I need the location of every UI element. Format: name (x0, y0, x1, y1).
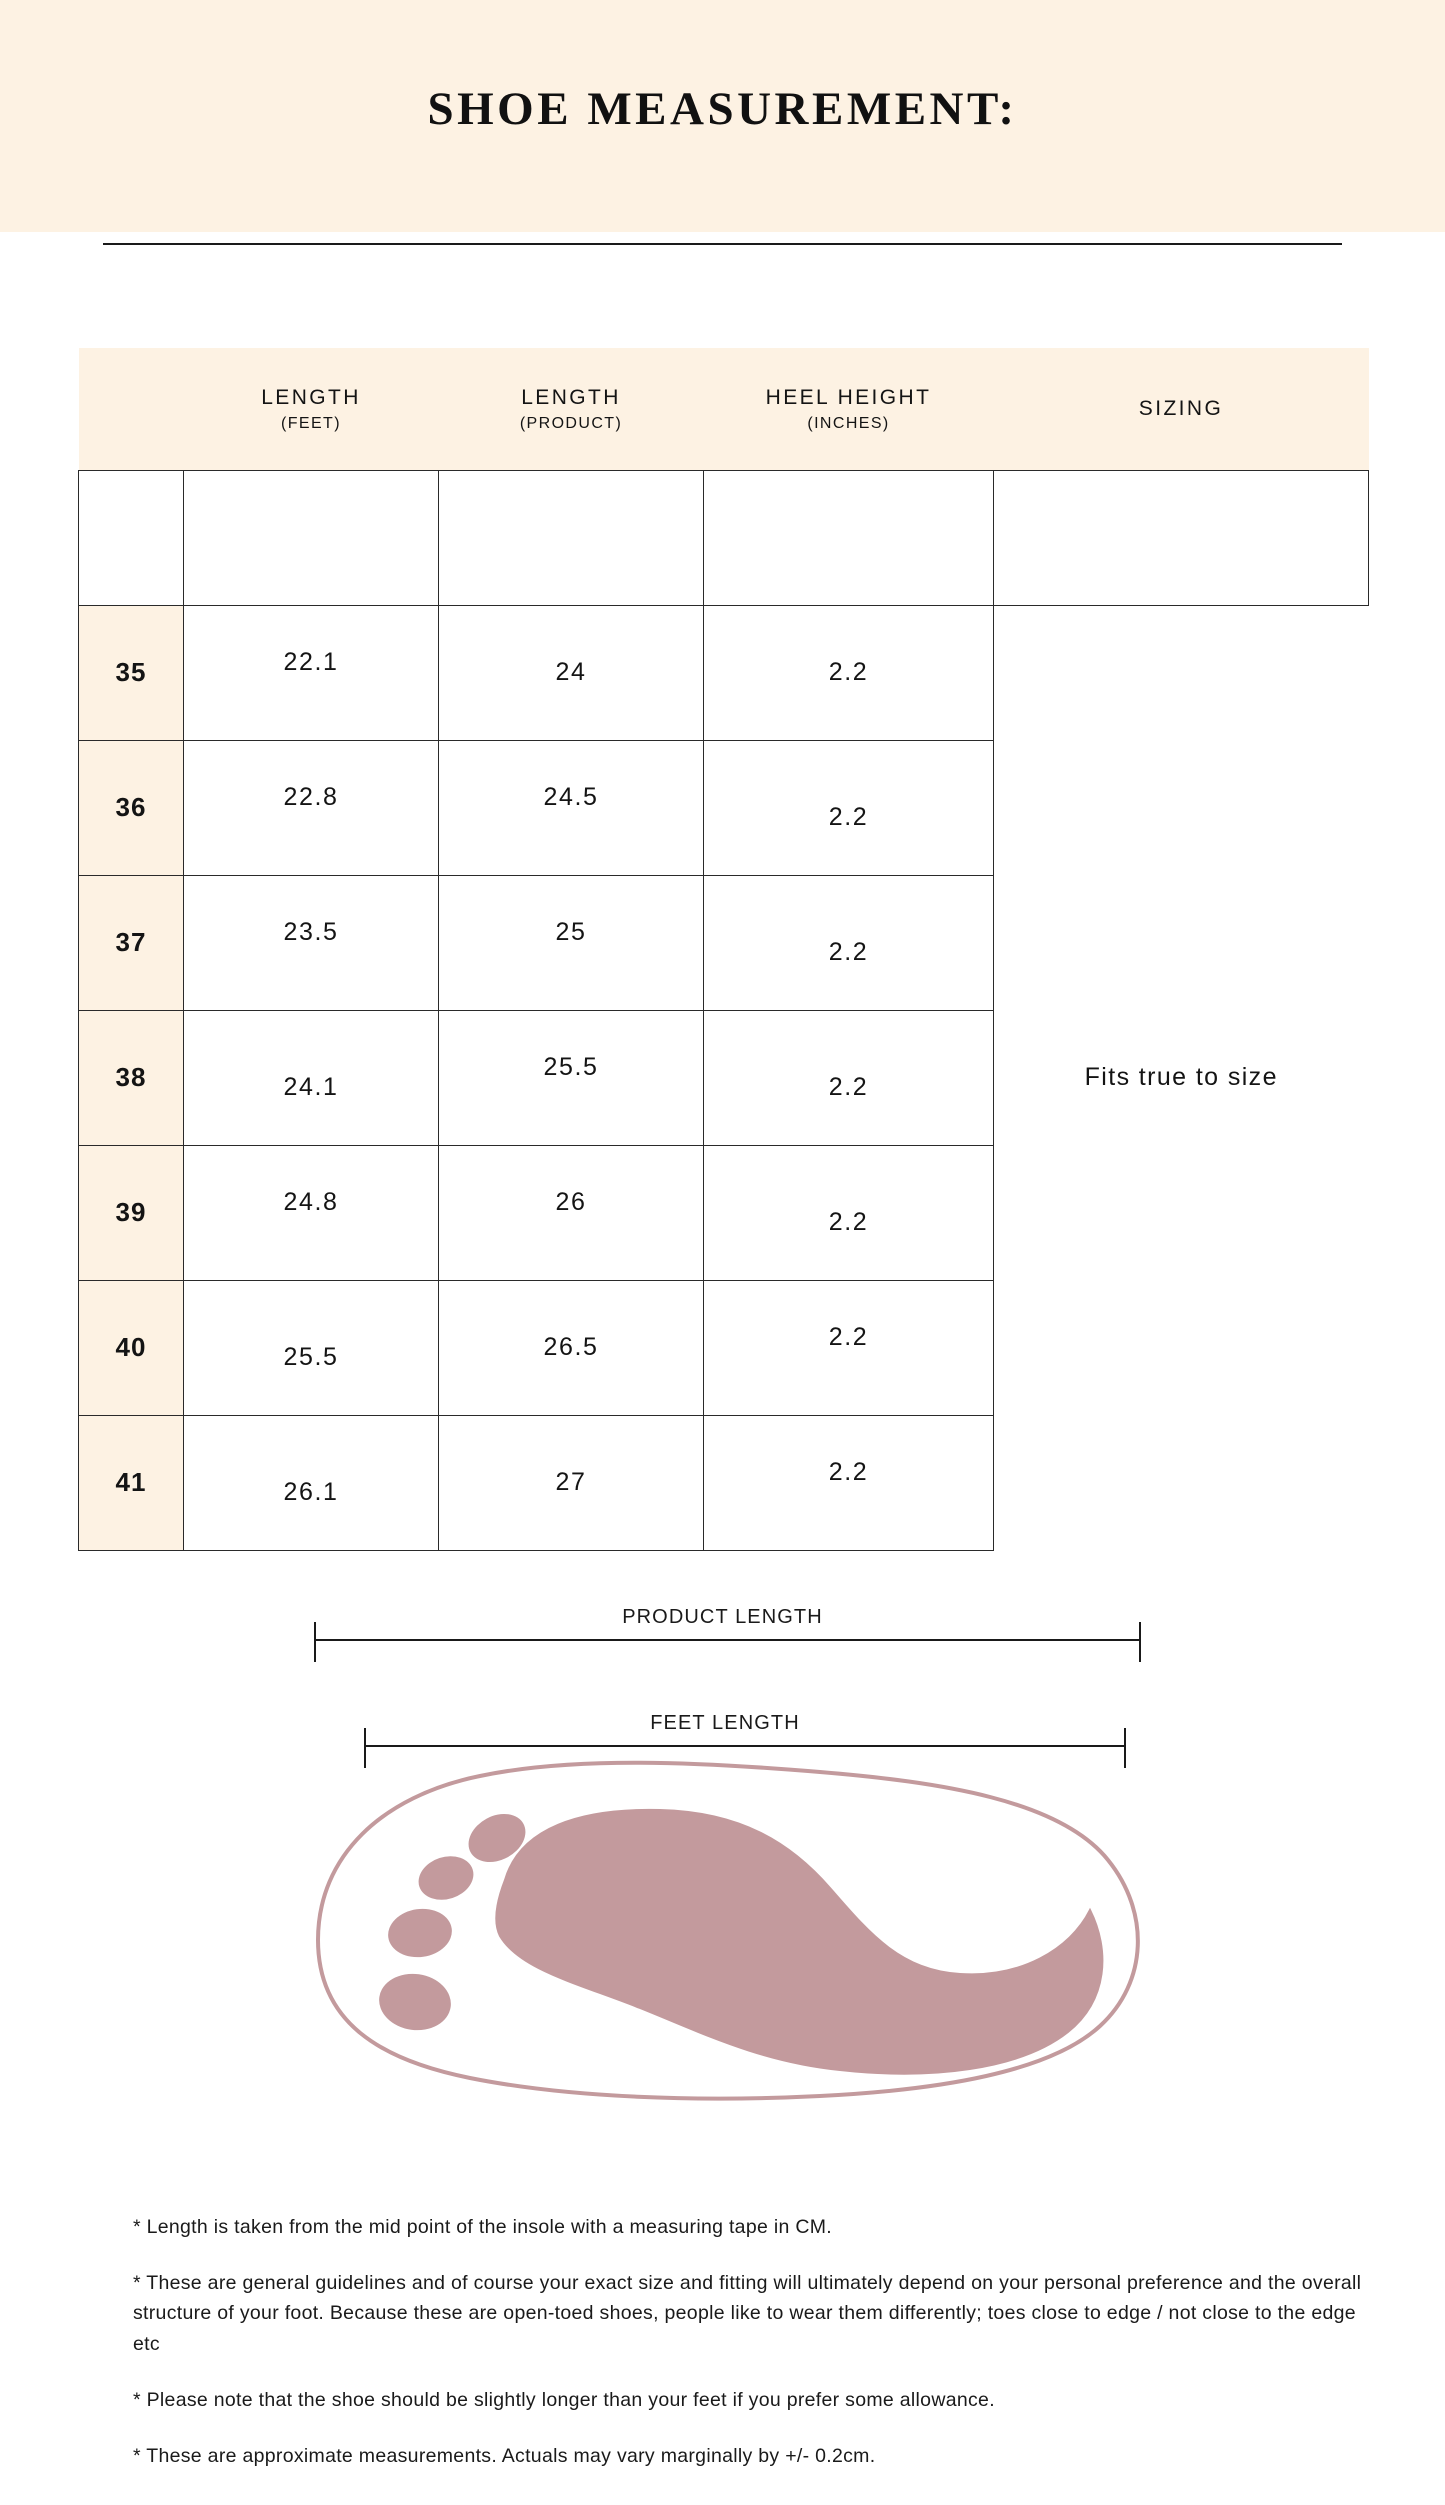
cell-length-product-value: 27 (555, 1468, 587, 1496)
cell-heel-height (704, 1280, 994, 1415)
cell-heel-height-value: 2.2 (828, 1073, 869, 1101)
cell-length-feet-value: 26.1 (283, 1478, 339, 1506)
cell-heel-height (704, 1010, 994, 1145)
cell-heel-height-value: 2.2 (828, 1458, 869, 1486)
toe-fourth (375, 1969, 454, 2034)
cell-heel-height (704, 1145, 994, 1280)
column-header-heel-height-main: HEEL HEIGHT (765, 386, 932, 410)
cell-size: 37 (79, 875, 184, 1010)
cell-length-feet-value: 25.5 (283, 1343, 339, 1371)
foot-body-shape (496, 1810, 1102, 2074)
column-header-sizing-main: SIZING (1138, 396, 1224, 420)
footnote-allowance: * Please note that the shoe should be slightly longer than your feet if you prefer some allowance. (133, 2388, 995, 2411)
cell-length-feet (184, 1280, 439, 1415)
column-header-length-feet-main: LENGTH (261, 386, 361, 410)
cell-length-feet-value: 24.8 (283, 1188, 339, 1216)
column-header-length-feet-sub: (FEET) (281, 415, 341, 433)
table-header-row (79, 348, 1369, 470)
cell-length-product (439, 605, 704, 740)
cell-length-product (439, 1145, 704, 1280)
column-header-heel-height-sub: (INCHES) (807, 415, 890, 433)
size-table (78, 348, 1369, 1551)
cell-length-product (439, 875, 704, 1010)
cell-heel-height-value: 2.2 (828, 1323, 869, 1351)
cell-heel-height (704, 740, 994, 875)
cell-length-product-value: 26 (555, 1188, 587, 1216)
size-table-container (78, 348, 1368, 1551)
cell-heel-height-value: 2.2 (828, 1208, 869, 1236)
cell-length-product-value: 24.5 (543, 783, 599, 811)
cell-length-feet (184, 1010, 439, 1145)
cell-size: 36 (79, 740, 184, 875)
cell-heel-height (704, 605, 994, 740)
column-header-sizing (994, 348, 1369, 470)
cell-length-product (439, 1415, 704, 1550)
cell-length-product (439, 1010, 704, 1145)
cell-length-feet (184, 1415, 439, 1550)
cell-sizing-note: Fits true to size (1084, 1063, 1278, 1092)
table-row (79, 605, 1369, 740)
column-header-length-feet (184, 348, 439, 470)
cell-length-feet-value: 24.1 (283, 1073, 339, 1101)
cell-length-feet (184, 875, 439, 1010)
toe-third (385, 1905, 455, 1961)
column-header-size (79, 348, 184, 470)
cell-length-product-value: 25.5 (543, 1053, 599, 1081)
cell-length-feet-value: 22.8 (283, 783, 339, 811)
cell-size: 38 (79, 1010, 184, 1145)
cell-length-product-value: 25 (555, 918, 587, 946)
table-spacer-row (79, 470, 1369, 605)
cell-length-feet (184, 605, 439, 740)
cell-length-product-value: 26.5 (543, 1333, 599, 1361)
cell-length-feet-value: 23.5 (283, 918, 339, 946)
cell-size: 39 (79, 1145, 184, 1280)
column-header-length-product (439, 348, 704, 470)
cell-heel-height-value: 2.2 (828, 803, 869, 831)
foot-diagram-svg (0, 1570, 1445, 2120)
column-header-length-product-sub: (PRODUCT) (519, 415, 623, 433)
column-header-heel-height (704, 348, 994, 470)
footnote-length-measurement: * Length is taken from the mid point of the insole with a measuring tape in CM. (133, 2216, 832, 2238)
cell-heel-height (704, 875, 994, 1010)
header-divider (103, 243, 1342, 245)
cell-heel-height (704, 1415, 994, 1550)
cell-heel-height-value: 2.2 (828, 658, 869, 686)
cell-heel-height-value: 2.2 (828, 938, 869, 966)
cell-length-product (439, 1280, 704, 1415)
cell-size: 40 (79, 1280, 184, 1415)
feet-length-label: FEET LENGTH (650, 1712, 800, 1734)
footnote-approximate: * These are approximate measurements. Actuals may vary marginally by +/- 0.2cm. (133, 2445, 876, 2468)
page-title: SHOE MEASUREMENT: (427, 83, 1018, 135)
foot-measurement-diagram (0, 1570, 1445, 2120)
cell-length-feet (184, 740, 439, 875)
cell-size: 35 (79, 605, 184, 740)
cell-size: 41 (79, 1415, 184, 1550)
cell-length-product (439, 740, 704, 875)
product-length-label: PRODUCT LENGTH (622, 1606, 823, 1628)
column-header-length-product-main: LENGTH (521, 386, 621, 410)
footnote-general-guidelines: * These are general guidelines and of course your exact size and fitting will ultimately depend on your personal preference and the overall structure of your foot. Because these are open-toed shoes, people like to wear them differently; toes close to edge / not close to the edge etc (133, 2272, 1362, 2355)
toe-second (413, 1849, 479, 1906)
cell-length-feet (184, 1145, 439, 1280)
footnotes (133, 2212, 1363, 2471)
cell-length-feet-value: 22.1 (283, 648, 339, 676)
cell-length-product-value: 24 (555, 658, 587, 686)
